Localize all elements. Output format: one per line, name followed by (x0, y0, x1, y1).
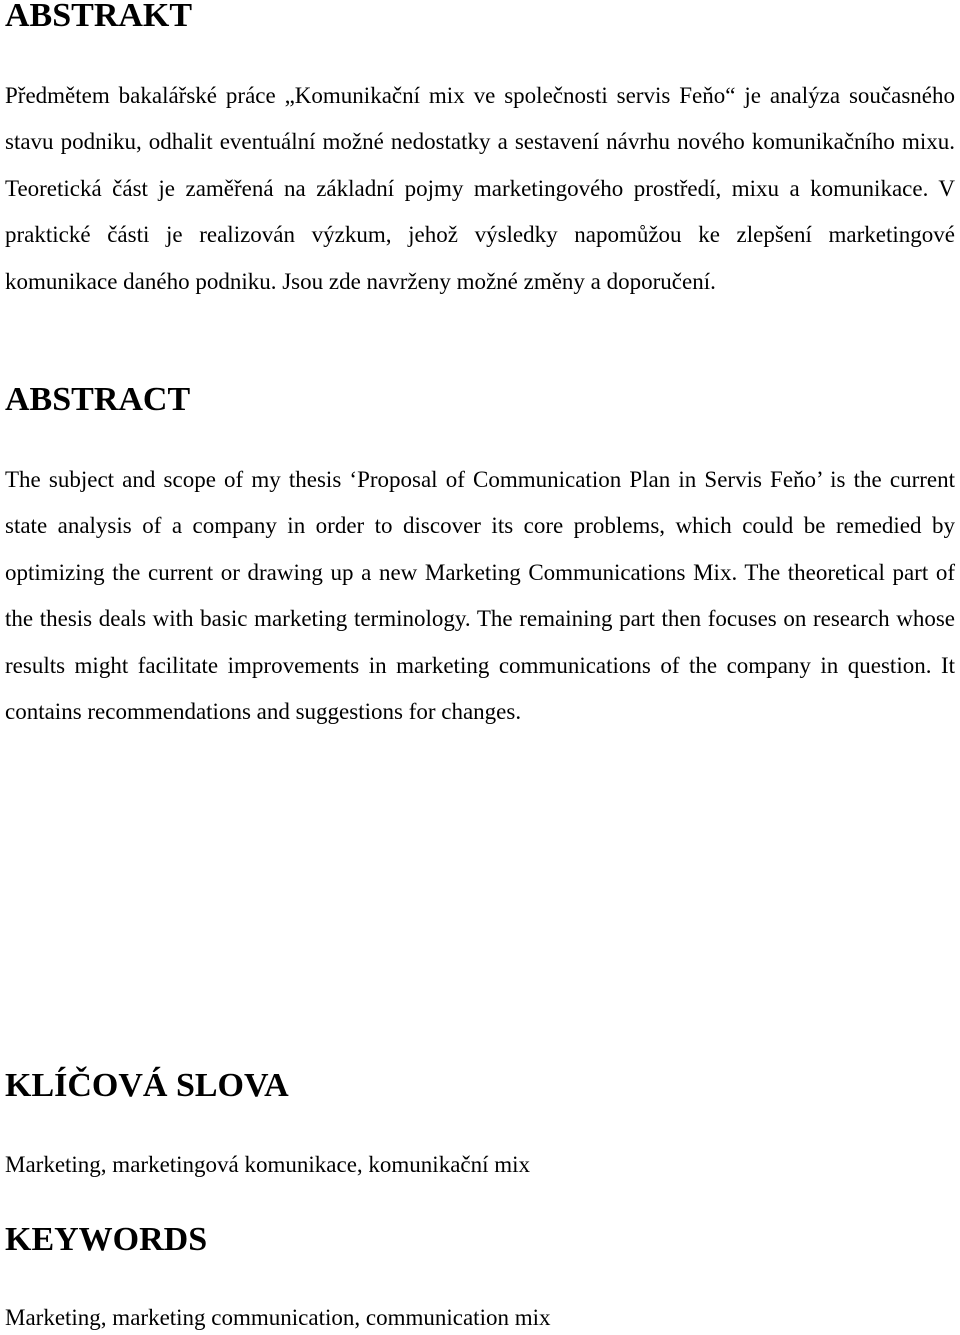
klicova-slova-text: Marketing, marketingová komunikace, komunikační mix (5, 1152, 531, 1177)
abstract-heading: ABSTRACT (5, 381, 191, 418)
keywords-heading: KEYWORDS (5, 1221, 208, 1258)
abstrakt-heading: ABSTRAKT (5, 0, 193, 34)
abstrakt-paragraph: Předmětem bakalářské práce „Komunikační mix ve společnosti servis Feňo“ je analýza současného stavu podniku, odhalit eventuální možné nedostatky a sestavení návrhu nového komunikačního mixu. Teoretická část je zaměřená na základní pojmy marketingového prostředí, mixu a komunikace. V praktické části je realizován výzkum, jehož výsledky napomůžou ke zlepšení marketingové komunikace daného podniku. Jsou zde navrženy možné změny a doporučení. (5, 83, 955, 294)
keywords-text: Marketing, marketing communication, communication mix (5, 1305, 551, 1330)
abstract-paragraph: The subject and scope of my thesis ‘Proposal of Communication Plan in Servis Feňo’ is the current state analysis of a company in order to discover its core problems, which could be remedied by optimizing the current or drawing up a new Marketing Communications Mix. The theoretical part of the thesis deals with basic marketing terminology. The remaining part then focuses on research whose results might facilitate improvements in marketing communications of the company in question. It contains recommendations and suggestions for changes. (5, 467, 955, 725)
klicova-slova-heading: KLÍČOVÁ SLOVA (5, 1067, 289, 1104)
